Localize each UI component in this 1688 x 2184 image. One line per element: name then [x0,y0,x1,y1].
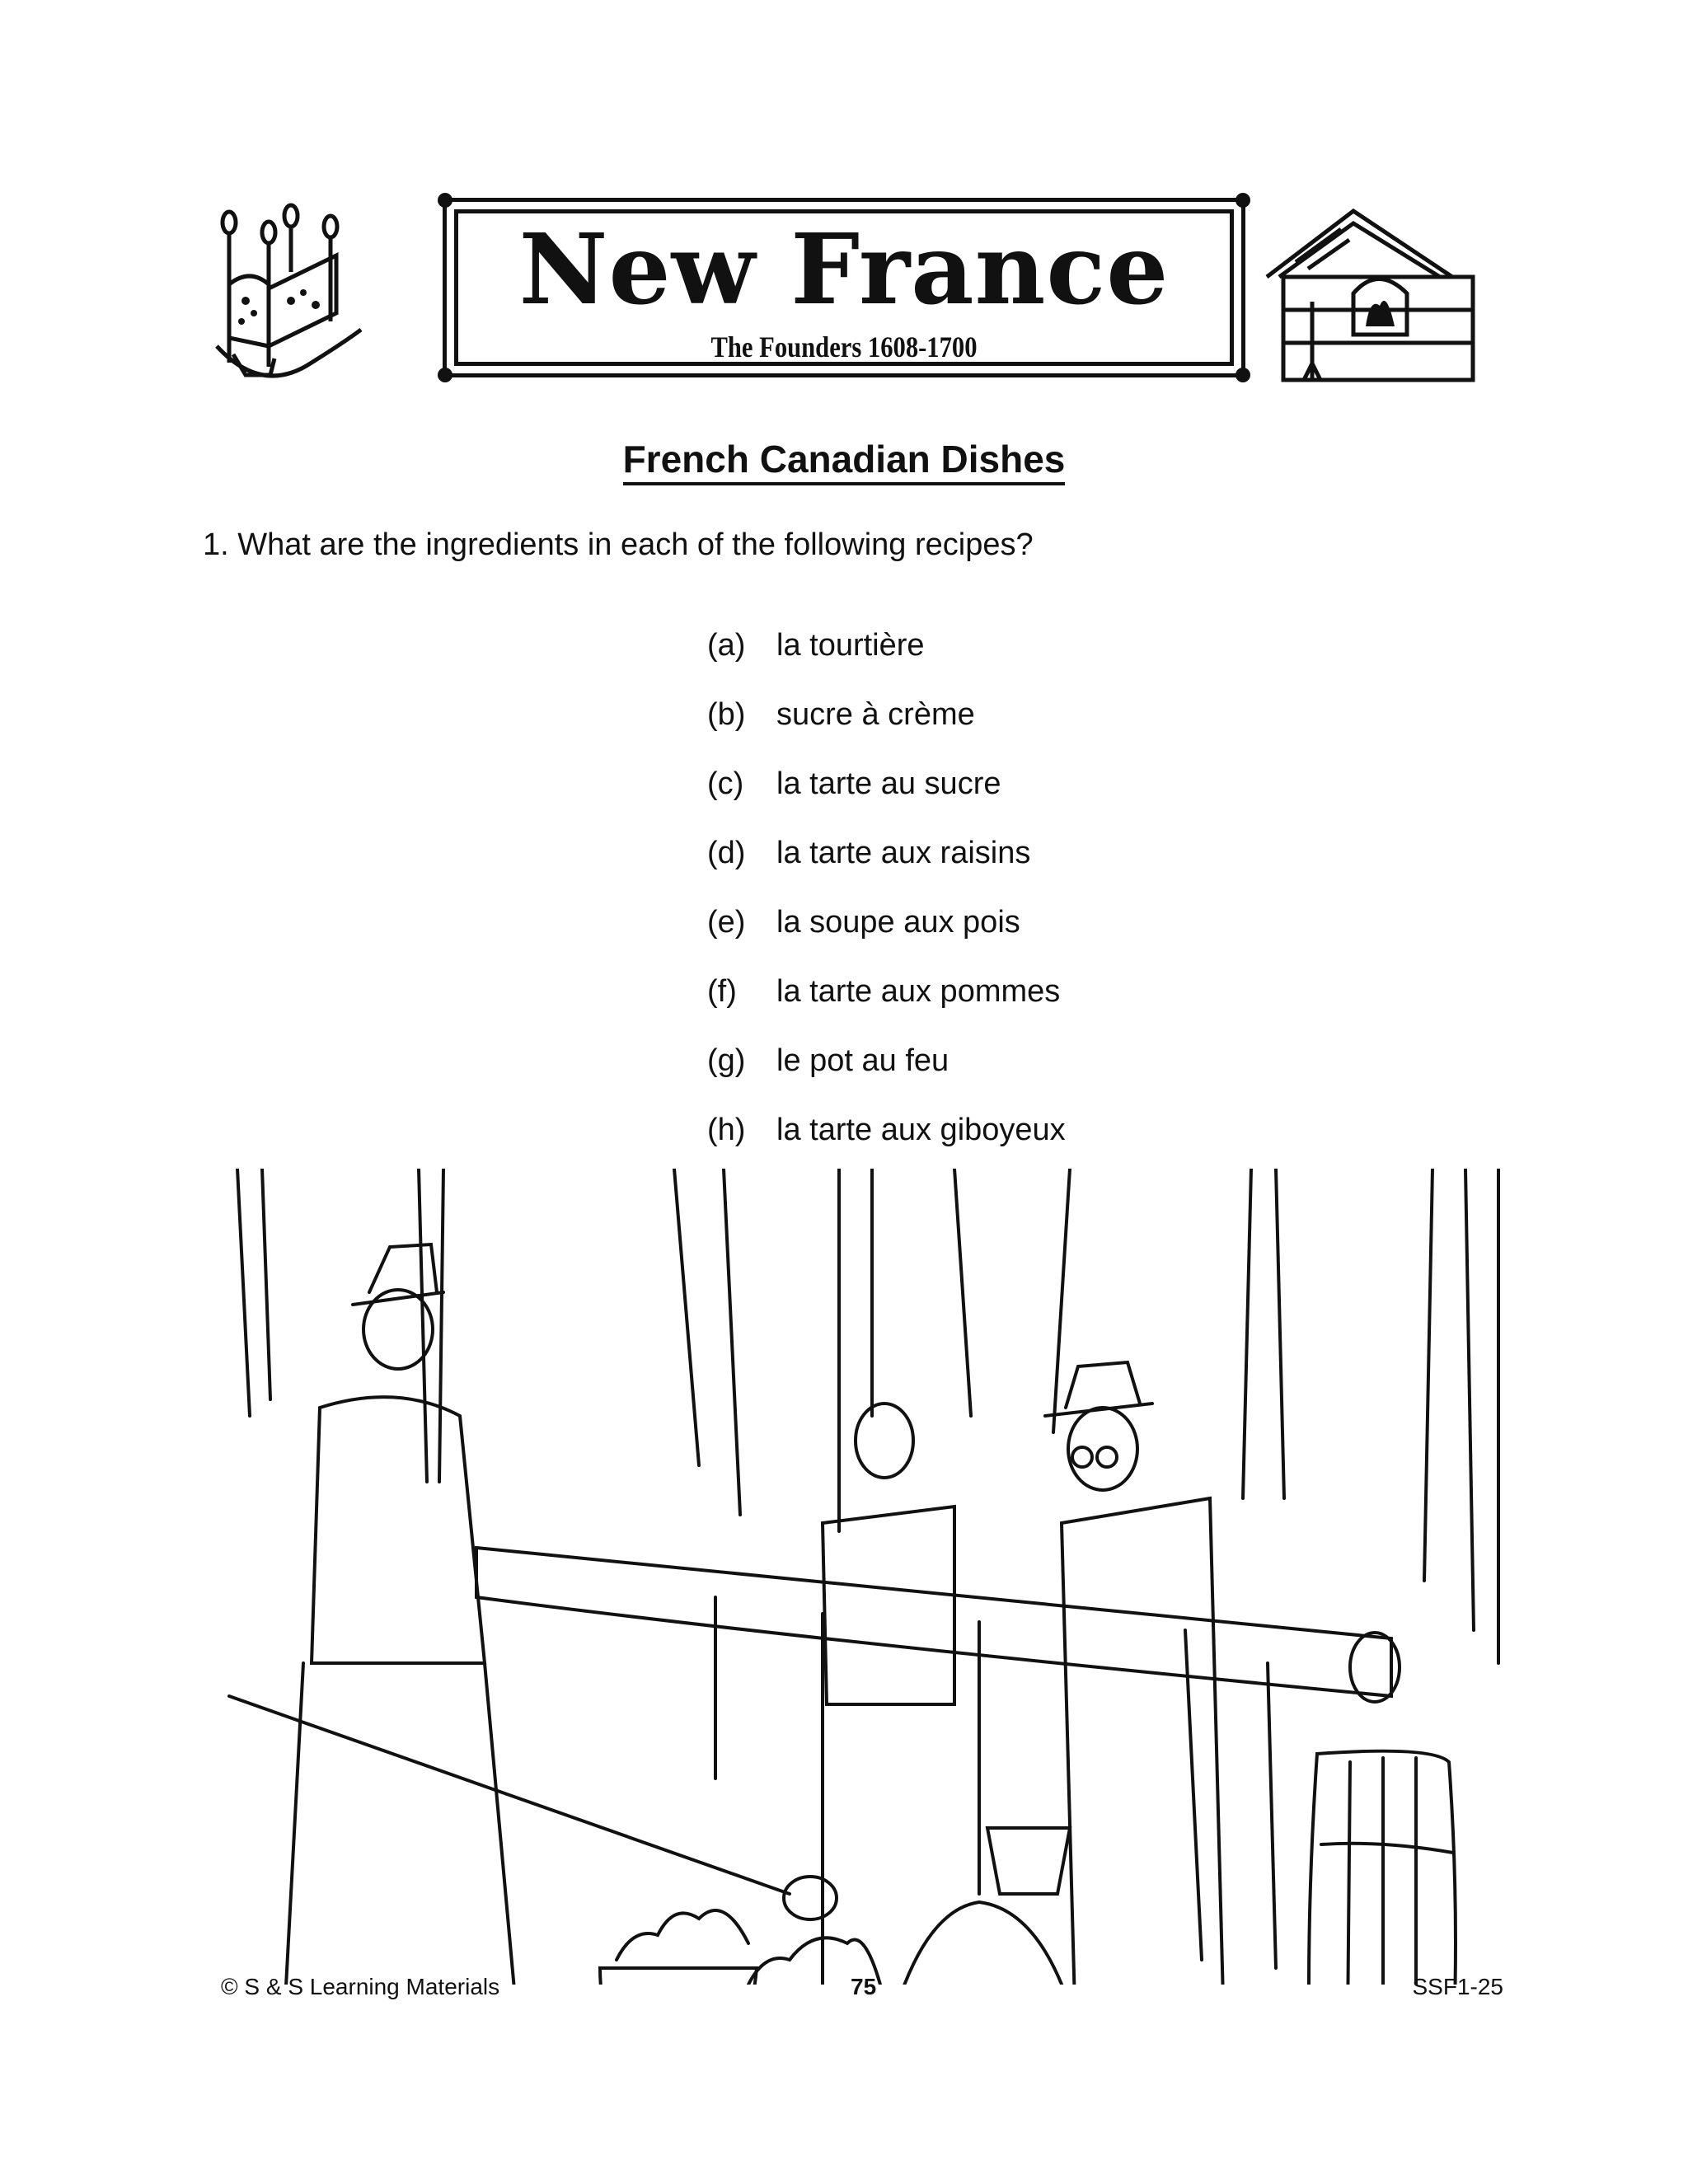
recipe-item [707,766,1066,836]
recipe-name: la tarte au sucre [776,766,1001,801]
title-banner [443,198,1245,377]
document-code: SSF1-25 [1412,1974,1503,1999]
recipe-item [707,974,1066,1043]
banner-corner-ornament [1236,193,1250,208]
recipe-name: la tarte aux raisins [776,836,1031,870]
recipe-name: sucre à crème [776,697,975,732]
recipe-letter: (e) [707,905,746,940]
page-number: 75 [851,1974,877,1999]
recipe-item [707,836,1066,905]
banner-corner-ornament [438,368,452,382]
banner-corner-ornament [1236,368,1250,382]
recipe-letter: (c) [707,766,744,801]
recipe-name: la tourtière [776,628,925,663]
recipe-name: la tarte aux pommes [776,974,1061,1009]
recipe-letter: (a) [707,628,746,663]
page-title: New France [518,212,1170,326]
sugaring-off-illustration [213,1169,1523,1985]
recipe-letter: (b) [707,697,746,732]
recipe-item [707,905,1066,974]
page-subtitle: The Founders 1608-1700 [710,330,978,363]
section-heading-text: French Canadian Dishes [623,438,1066,485]
cradle-icon [213,198,369,383]
question-text: 1. What are the ingredients in each of the following recipes? [203,527,1034,562]
recipe-item [707,697,1066,766]
recipe-name: le pot au feu [776,1043,950,1078]
banner-corner-ornament [438,193,452,208]
recipe-letter: (g) [707,1043,746,1078]
recipe-list [707,628,1066,1182]
recipe-letter: (h) [707,1113,746,1147]
section-heading [0,437,1688,481]
recipe-letter: (f) [707,974,737,1009]
recipe-letter: (d) [707,836,746,870]
recipe-name: la tarte aux giboyeux [776,1113,1066,1147]
bake-oven-icon [1263,194,1481,386]
recipe-item [707,1043,1066,1113]
copyright-text: © S & S Learning Materials [221,1974,500,1999]
recipe-name: la soupe aux pois [776,905,1020,940]
recipe-item [707,628,1066,697]
